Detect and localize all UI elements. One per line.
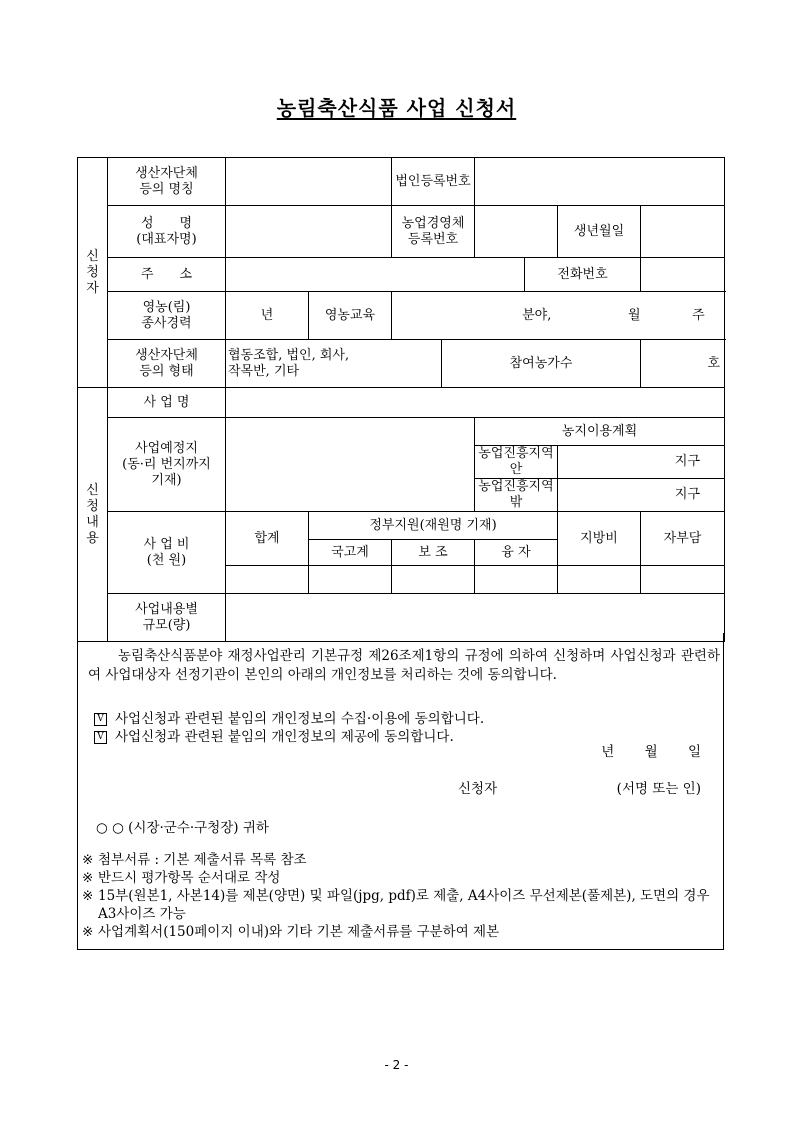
total-field[interactable] xyxy=(226,566,309,594)
birth-date-label: 생년월일 xyxy=(558,206,641,258)
applicant-sign-label: 신청자 xyxy=(458,781,498,797)
national-label: 국고계 xyxy=(309,540,392,566)
zone-in-field[interactable]: 지구 xyxy=(558,446,725,479)
local-field[interactable] xyxy=(558,566,641,594)
loan-field[interactable] xyxy=(475,566,558,594)
corp-reg-field[interactable] xyxy=(475,158,725,206)
farm-reg-label: 농업경영체 등록번호 xyxy=(392,206,475,258)
scale-label: 사업내용별 규모(량) xyxy=(108,594,226,642)
zone-out-label: 농업진흥지역밖 xyxy=(475,479,558,512)
gov-support-label: 정부지원(재원명 기재) xyxy=(309,512,558,540)
representative-name-label: 성 명 (대표자명) xyxy=(108,206,226,258)
notes-list xyxy=(82,851,722,941)
representative-name-field[interactable] xyxy=(226,206,392,258)
site-label: 사업예정지 (동·리 번지까지 기재) xyxy=(108,418,226,512)
national-field[interactable] xyxy=(309,566,392,594)
project-name-field[interactable] xyxy=(226,388,725,418)
application-form-table xyxy=(77,157,725,642)
consent-paragraph: 농림축산식품분야 재정사업관리 기본규정 제26조제1항의 규정에 의하여 신청하며 사업신청과 관련하여 사업대상자 선정기관이 본인의 아래의 개인정보를 처리하는 것에 동의합니다. xyxy=(88,648,720,683)
land-plan-label: 농지이용계획 xyxy=(475,418,725,446)
corp-reg-label: 법인등록번호 xyxy=(392,158,475,206)
note-item: ※ 15부(원본1, 사본14)를 제본(양면) 및 파일(jpg, pdf)로 제출, A4사이즈 무선제본(풀제본), 도면의 경우 A3사이즈 가능 xyxy=(82,888,710,922)
loan-label: 융 자 xyxy=(475,540,558,566)
project-name-label: 사 업 명 xyxy=(108,388,226,418)
subsidy-label: 보 조 xyxy=(392,540,475,566)
career-year-field[interactable]: 년 xyxy=(226,292,309,340)
subsidy-field[interactable] xyxy=(392,566,475,594)
local-label: 지방비 xyxy=(558,512,641,566)
note-item: ※ 첨부서류 : 기본 제출서류 목록 참조 xyxy=(82,852,307,868)
education-label: 영농교육 xyxy=(309,292,392,340)
self-field[interactable] xyxy=(641,566,725,594)
note-item: ※ 반드시 평가항목 순서대로 작성 xyxy=(82,870,281,886)
total-label: 합계 xyxy=(226,512,309,566)
phone-label: 전화번호 xyxy=(525,258,641,292)
cost-label: 사 업 비 (천 원) xyxy=(108,512,226,594)
consent-section xyxy=(77,633,724,950)
checkbox-icon[interactable]: V xyxy=(94,713,107,726)
consent-check-provision[interactable]: V 사업신청과 관련된 붙임의 개인정보의 제공에 동의합니다. xyxy=(94,725,454,745)
date-line: 년 월 일 xyxy=(601,744,701,760)
sign-note: (서명 또는 인) xyxy=(616,781,701,797)
content-section-label: 신 청 내 용 xyxy=(78,388,108,642)
page-number: - 2 - xyxy=(384,1058,409,1072)
note-item: ※ 사업계획서(150페이지 이내)와 기타 기본 제출서류를 구분하여 제본 xyxy=(82,924,500,940)
birth-date-field[interactable] xyxy=(641,206,725,258)
education-field[interactable]: 분야, 월 주 xyxy=(392,292,725,340)
farm-reg-field[interactable] xyxy=(475,206,558,258)
checkbox-icon[interactable]: V xyxy=(94,731,107,744)
consent-check-collection[interactable]: V 사업신청과 관련된 붙임의 개인정보의 수집·이용에 동의합니다. xyxy=(94,707,484,727)
phone-field[interactable] xyxy=(641,258,725,292)
households-field[interactable]: 호 xyxy=(641,340,725,388)
zone-in-label: 농업진흥지역안 xyxy=(475,446,558,479)
address-field[interactable] xyxy=(226,258,525,292)
org-name-field[interactable] xyxy=(226,158,392,206)
org-name-label: 생산자단체 등의 명칭 xyxy=(108,158,226,206)
page-title: 농림축산식품 사업 신청서 xyxy=(276,96,517,120)
zone-out-field[interactable]: 지구 xyxy=(558,479,725,512)
org-type-label: 생산자단체 등의 형태 xyxy=(108,340,226,388)
applicant-section-label: 신 청 자 xyxy=(78,158,108,388)
self-label: 자부담 xyxy=(641,512,725,566)
recipient: ○ ○ (시장·군수·구청장) 귀하 xyxy=(96,820,269,836)
address-label: 주 소 xyxy=(108,258,226,292)
career-label: 영농(림) 종사경력 xyxy=(108,292,226,340)
households-label: 참여농가수 xyxy=(442,340,641,388)
site-field[interactable] xyxy=(226,418,475,512)
org-type-options[interactable]: 협동조합, 법인, 회사, 작목반, 기타 xyxy=(226,340,442,388)
